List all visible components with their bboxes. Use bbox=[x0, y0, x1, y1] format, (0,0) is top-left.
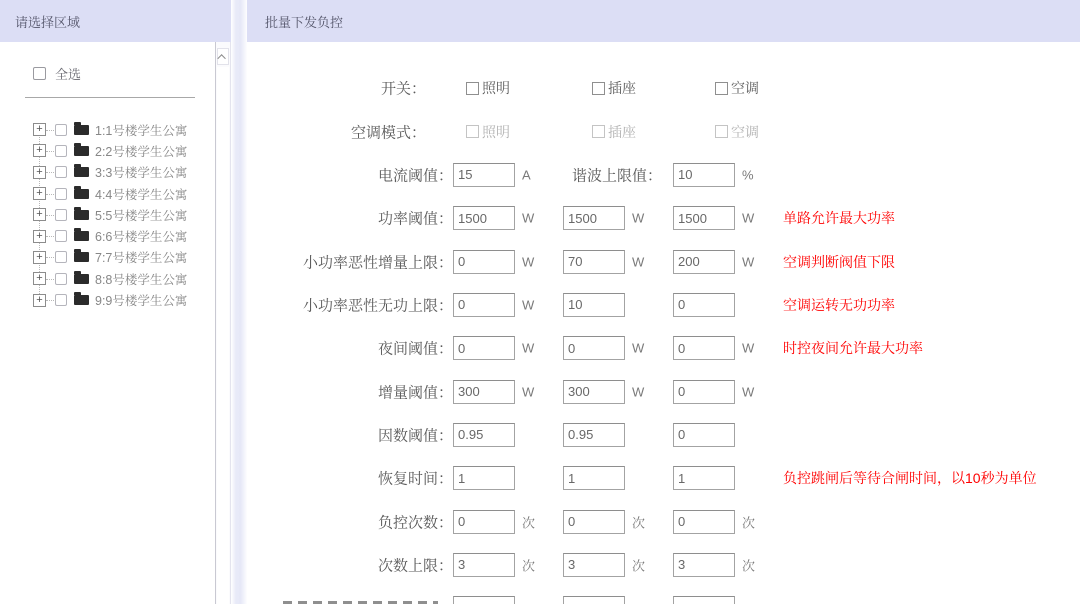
field-row8-col3[interactable] bbox=[673, 423, 735, 447]
field-row8-col2[interactable] bbox=[563, 423, 625, 447]
unit-label: W bbox=[632, 210, 645, 226]
form-row-label: 次数上限： bbox=[377, 557, 453, 575]
clipped-label bbox=[283, 601, 438, 604]
field-row3-col2[interactable] bbox=[563, 206, 625, 230]
checkbox-label: 照明 bbox=[482, 80, 510, 97]
folder-icon bbox=[74, 146, 89, 156]
form-row bbox=[247, 457, 1080, 500]
checkbox[interactable] bbox=[715, 82, 728, 95]
form-row-label: 增量阈值： bbox=[377, 384, 453, 402]
form-row bbox=[247, 197, 1080, 240]
form-row-note: 时控夜间允许最大功率 bbox=[783, 340, 923, 357]
field-row6-col3[interactable] bbox=[673, 336, 735, 360]
field-row4-col2[interactable] bbox=[563, 250, 625, 274]
field-row7-col2[interactable] bbox=[563, 380, 625, 404]
field-row2-col1[interactable] bbox=[453, 163, 515, 187]
form-row-note: 空调运转无功功率 bbox=[783, 296, 895, 313]
field-row8-col1[interactable] bbox=[453, 423, 515, 447]
tree-item-checkbox[interactable] bbox=[55, 273, 67, 285]
tree-item[interactable] bbox=[0, 225, 215, 246]
tree-item-label[interactable]: 9:9号楼学生公寓 bbox=[95, 294, 188, 309]
tree-item[interactable] bbox=[0, 162, 215, 183]
unit-label: W bbox=[522, 254, 535, 270]
form-row bbox=[247, 153, 1080, 196]
field-row6-col1[interactable] bbox=[453, 336, 515, 360]
unit-label: 次 bbox=[742, 558, 756, 574]
tree-item-label[interactable]: 7:7号楼学生公寓 bbox=[95, 251, 188, 266]
left-panel-header bbox=[0, 0, 231, 42]
form-row-note: 单路允许最大功率 bbox=[783, 210, 895, 227]
unit-label: W bbox=[742, 254, 755, 270]
checkbox-label: 空调 bbox=[731, 80, 759, 97]
tree-item-label[interactable]: 2:2号楼学生公寓 bbox=[95, 144, 188, 159]
tree-item-label[interactable]: 3:3号楼学生公寓 bbox=[95, 166, 188, 181]
form-row-label: 开关： bbox=[380, 80, 426, 98]
expand-toggle-icon[interactable]: + bbox=[33, 123, 46, 136]
checkbox-label: 插座 bbox=[608, 123, 636, 140]
field-row10-col1[interactable] bbox=[453, 510, 515, 534]
folder-icon bbox=[74, 252, 89, 262]
tree-item-checkbox[interactable] bbox=[55, 166, 67, 178]
checkbox-option[interactable] bbox=[715, 78, 759, 98]
unit-label: W bbox=[632, 340, 645, 356]
unit-label: % bbox=[742, 167, 754, 183]
tree-item[interactable] bbox=[0, 119, 215, 140]
tree-item-label[interactable]: 4:4号楼学生公寓 bbox=[95, 187, 188, 202]
select-all-label: 全选 bbox=[55, 66, 82, 82]
unit-label: 次 bbox=[522, 558, 536, 574]
tree-item-checkbox[interactable] bbox=[55, 294, 67, 306]
checkbox-option[interactable] bbox=[592, 122, 636, 142]
divider bbox=[25, 97, 195, 98]
folder-icon bbox=[74, 189, 89, 199]
field-row9-col2[interactable] bbox=[563, 466, 625, 490]
field-row10-col2[interactable] bbox=[563, 510, 625, 534]
form-row bbox=[247, 543, 1080, 586]
field-row12-col2[interactable] bbox=[563, 596, 625, 604]
folder-icon bbox=[74, 167, 89, 177]
checkbox-option[interactable] bbox=[466, 122, 510, 142]
form-row-label: 谐波上限值： bbox=[571, 167, 662, 185]
form-row bbox=[247, 500, 1080, 543]
form-row bbox=[247, 240, 1080, 283]
unit-label: 次 bbox=[632, 515, 646, 531]
unit-label: W bbox=[742, 210, 755, 226]
tree-item-label[interactable]: 5:5号楼学生公寓 bbox=[95, 208, 188, 223]
batch-load-control-panel bbox=[247, 0, 1080, 604]
field-row2-col3[interactable] bbox=[673, 163, 735, 187]
checkbox-option[interactable] bbox=[592, 78, 636, 98]
tree-list bbox=[0, 119, 215, 311]
field-row6-col2[interactable] bbox=[563, 336, 625, 360]
field-row3-col1[interactable] bbox=[453, 206, 515, 230]
expand-toggle-icon[interactable]: + bbox=[33, 187, 46, 200]
tree-item-checkbox[interactable] bbox=[55, 251, 67, 263]
tree-scrollbar[interactable] bbox=[215, 42, 231, 604]
tree-item-checkbox[interactable] bbox=[55, 188, 67, 200]
tree-item[interactable] bbox=[0, 268, 215, 289]
field-row11-col1[interactable] bbox=[453, 553, 515, 577]
form-row-label: 因数阈值： bbox=[377, 427, 453, 445]
expand-toggle-icon[interactable]: + bbox=[33, 208, 46, 221]
folder-icon bbox=[74, 295, 89, 305]
form-row-label: 小功率恶性无功上限： bbox=[302, 297, 453, 315]
form-row-label: 恢复时间： bbox=[377, 470, 453, 488]
unit-label: W bbox=[632, 254, 645, 270]
unit-label: W bbox=[742, 340, 755, 356]
field-row5-col3[interactable] bbox=[673, 293, 735, 317]
tree-item-checkbox[interactable] bbox=[55, 145, 67, 157]
unit-label: W bbox=[632, 384, 645, 400]
tree-item-label[interactable]: 1:1号楼学生公寓 bbox=[95, 123, 188, 138]
field-row4-col3[interactable] bbox=[673, 250, 735, 274]
form-row-label: 夜间阈值： bbox=[377, 340, 453, 358]
field-row5-col1[interactable] bbox=[453, 293, 515, 317]
left-panel-title: 请选择区域 bbox=[15, 14, 81, 30]
scroll-up-button[interactable] bbox=[217, 48, 229, 65]
form-row-label: 电流阈值： bbox=[377, 167, 453, 185]
unit-label: 次 bbox=[632, 558, 646, 574]
form-row-label: 空调模式： bbox=[350, 124, 426, 142]
expand-toggle-icon[interactable]: + bbox=[33, 230, 46, 243]
form-row bbox=[247, 327, 1080, 370]
form-row bbox=[247, 67, 1080, 110]
form-row-label: 功率阈值： bbox=[377, 210, 453, 228]
unit-label: W bbox=[522, 210, 535, 226]
checkbox-label: 空调 bbox=[731, 123, 759, 140]
folder-icon bbox=[74, 231, 89, 241]
tree-item-checkbox[interactable] bbox=[55, 230, 67, 242]
field-row3-col3[interactable] bbox=[673, 206, 735, 230]
form-row bbox=[247, 110, 1080, 153]
checkbox-option[interactable] bbox=[715, 122, 759, 142]
unit-label: W bbox=[522, 297, 535, 313]
field-row7-col3[interactable] bbox=[673, 380, 735, 404]
tree-item[interactable] bbox=[0, 247, 215, 268]
area-select-panel bbox=[0, 0, 231, 604]
tree-item-checkbox[interactable] bbox=[55, 124, 67, 136]
expand-toggle-icon[interactable]: + bbox=[33, 251, 46, 264]
unit-label: W bbox=[742, 384, 755, 400]
tree-item[interactable] bbox=[0, 289, 215, 310]
checkbox-option[interactable] bbox=[466, 78, 510, 98]
expand-toggle-icon[interactable]: + bbox=[33, 144, 46, 157]
field-row10-col3[interactable] bbox=[673, 510, 735, 534]
select-all-row[interactable] bbox=[33, 62, 215, 84]
form-row-label: 负控次数： bbox=[377, 514, 453, 532]
tree-item[interactable] bbox=[0, 183, 215, 204]
field-row5-col2[interactable] bbox=[563, 293, 625, 317]
field-row12-col1[interactable] bbox=[453, 596, 515, 604]
folder-icon bbox=[74, 125, 89, 135]
field-row7-col1[interactable] bbox=[453, 380, 515, 404]
checkbox[interactable] bbox=[592, 82, 605, 95]
tree-item[interactable] bbox=[0, 140, 215, 161]
checkbox-label: 照明 bbox=[482, 123, 510, 140]
field-row11-col2[interactable] bbox=[563, 553, 625, 577]
tree-item-label[interactable]: 8:8号楼学生公寓 bbox=[95, 272, 188, 287]
tree-scrollbar-track[interactable] bbox=[217, 67, 229, 604]
main-panel-header bbox=[247, 0, 1080, 42]
tree-item-checkbox[interactable] bbox=[55, 209, 67, 221]
checkbox[interactable] bbox=[466, 82, 479, 95]
checkbox[interactable] bbox=[715, 125, 728, 138]
form-row bbox=[247, 587, 1080, 604]
unit-label: W bbox=[522, 340, 535, 356]
unit-label: A bbox=[522, 167, 531, 183]
checkbox[interactable] bbox=[592, 125, 605, 138]
checkbox[interactable] bbox=[466, 125, 479, 138]
field-row11-col3[interactable] bbox=[673, 553, 735, 577]
form-row bbox=[247, 413, 1080, 456]
field-row4-col1[interactable] bbox=[453, 250, 515, 274]
panel-divider bbox=[231, 0, 247, 604]
checkbox-label: 插座 bbox=[608, 80, 636, 97]
load-control-form bbox=[247, 42, 1080, 604]
main-panel-title: 批量下发负控 bbox=[265, 14, 344, 30]
form-row-note: 负控跳闸后等待合闸时间，以10秒为单位 bbox=[783, 470, 1037, 487]
unit-label: W bbox=[522, 384, 535, 400]
field-row9-col1[interactable] bbox=[453, 466, 515, 490]
field-row9-col3[interactable] bbox=[673, 466, 735, 490]
form-row bbox=[247, 370, 1080, 413]
field-row12-col3[interactable] bbox=[673, 596, 735, 604]
unit-label: 次 bbox=[742, 515, 756, 531]
area-tree bbox=[0, 42, 215, 604]
expand-toggle-icon[interactable]: + bbox=[33, 294, 46, 307]
expand-toggle-icon[interactable]: + bbox=[33, 166, 46, 179]
form-row-label: 小功率恶性增量上限： bbox=[302, 254, 453, 272]
folder-icon bbox=[74, 274, 89, 284]
tree-item[interactable] bbox=[0, 204, 215, 225]
expand-toggle-icon[interactable]: + bbox=[33, 272, 46, 285]
form-row-note: 空调判断阀值下限 bbox=[783, 253, 895, 270]
folder-icon bbox=[74, 210, 89, 220]
unit-label: 次 bbox=[522, 515, 536, 531]
chevron-up-icon bbox=[217, 54, 225, 62]
select-all-checkbox[interactable] bbox=[33, 67, 46, 80]
form-row bbox=[247, 283, 1080, 326]
tree-item-label[interactable]: 6:6号楼学生公寓 bbox=[95, 230, 188, 245]
